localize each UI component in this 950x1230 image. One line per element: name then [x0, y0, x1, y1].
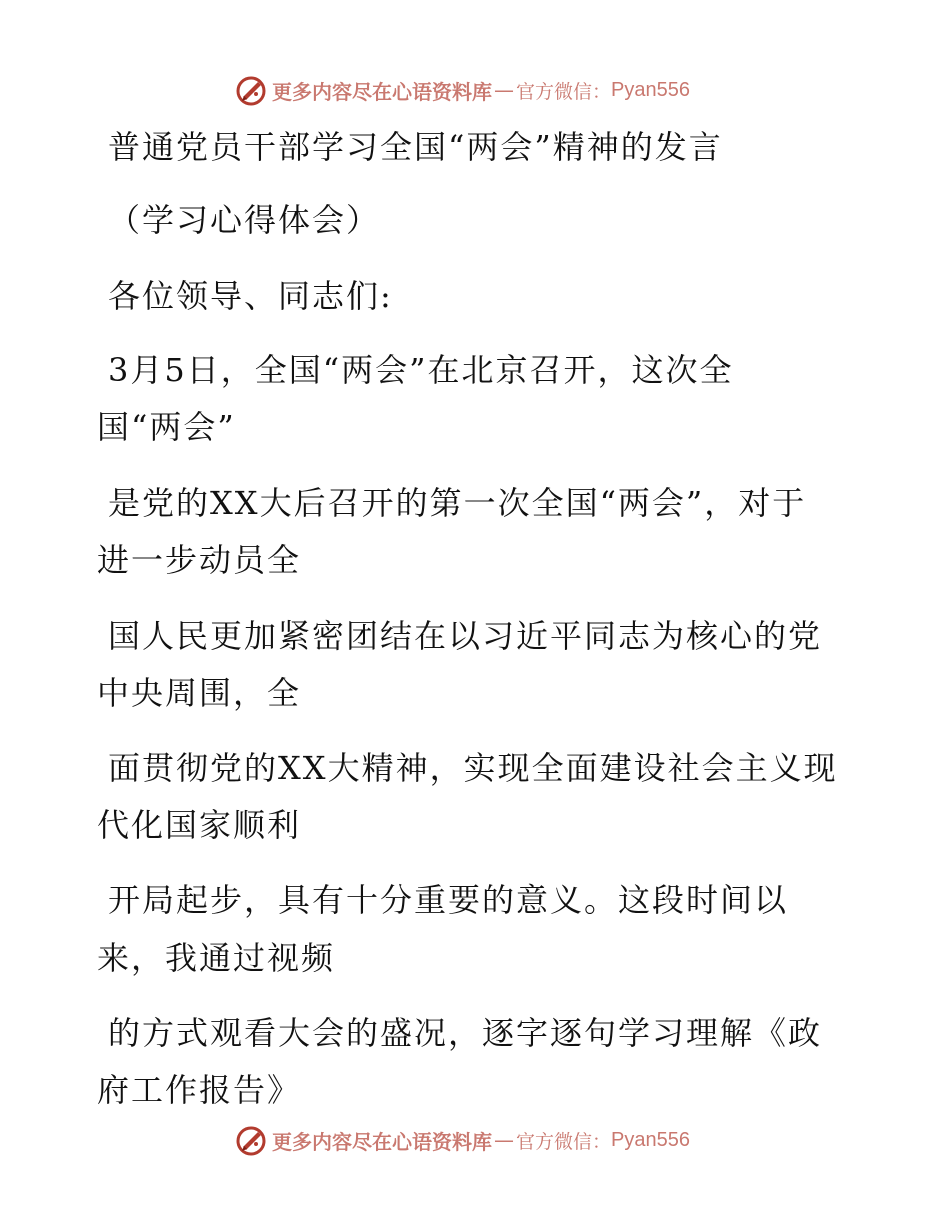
body-line: 的方式观看大会的盛况，逐字逐句学习理解《政 [108, 1014, 823, 1052]
salutation: 各位领导、同志们: [108, 277, 393, 315]
body-line: 府工作报告》 [97, 1071, 302, 1109]
body-line: 开局起步，具有十分重要的意义。这段时间以 [108, 881, 789, 919]
document-title: 普通党员干部学习全国“两会”精神的发言 [108, 128, 723, 166]
header-banner [0, 68, 950, 112]
header-banner-wechat-label: 官方微信： [516, 80, 612, 103]
body-line: 进一步动员全 [97, 541, 302, 579]
pen-logo-icon [234, 73, 268, 107]
body-line: 代化国家顺利 [97, 806, 302, 844]
footer-banner-wechat-label: 官方微信： [516, 1130, 612, 1153]
footer-banner-content [234, 1122, 690, 1158]
header-banner-wechat-id: Pyan556 [611, 78, 690, 101]
document-subtitle: （学习心得体会） [108, 201, 381, 239]
header-banner-content [234, 72, 690, 108]
pen-logo-icon [234, 1123, 268, 1157]
body-line: 3月5日，全国“两会”在北京召开，这次全 [108, 351, 734, 389]
footer-banner-text: 更多内容尽在心语资料库 [272, 1129, 492, 1154]
body-line: 国人民更加紧密团结在以习近平同志为核心的党 [108, 617, 823, 655]
body-line: 来，我通过视频 [97, 939, 336, 977]
body-line: 国“两会” [97, 408, 236, 446]
body-line: 中央周围，全 [97, 674, 302, 712]
header-banner-dash: — [494, 78, 514, 102]
body-line: 面贯彻党的XX大精神，实现全面建设社会主义现 [108, 749, 838, 787]
footer-banner [0, 1118, 950, 1162]
footer-banner-dash: — [494, 1128, 514, 1152]
body-line: 是党的XX大后召开的第一次全国“两会”，对于 [108, 484, 807, 522]
header-banner-text: 更多内容尽在心语资料库 [272, 79, 492, 104]
footer-banner-wechat-id: Pyan556 [611, 1128, 690, 1151]
